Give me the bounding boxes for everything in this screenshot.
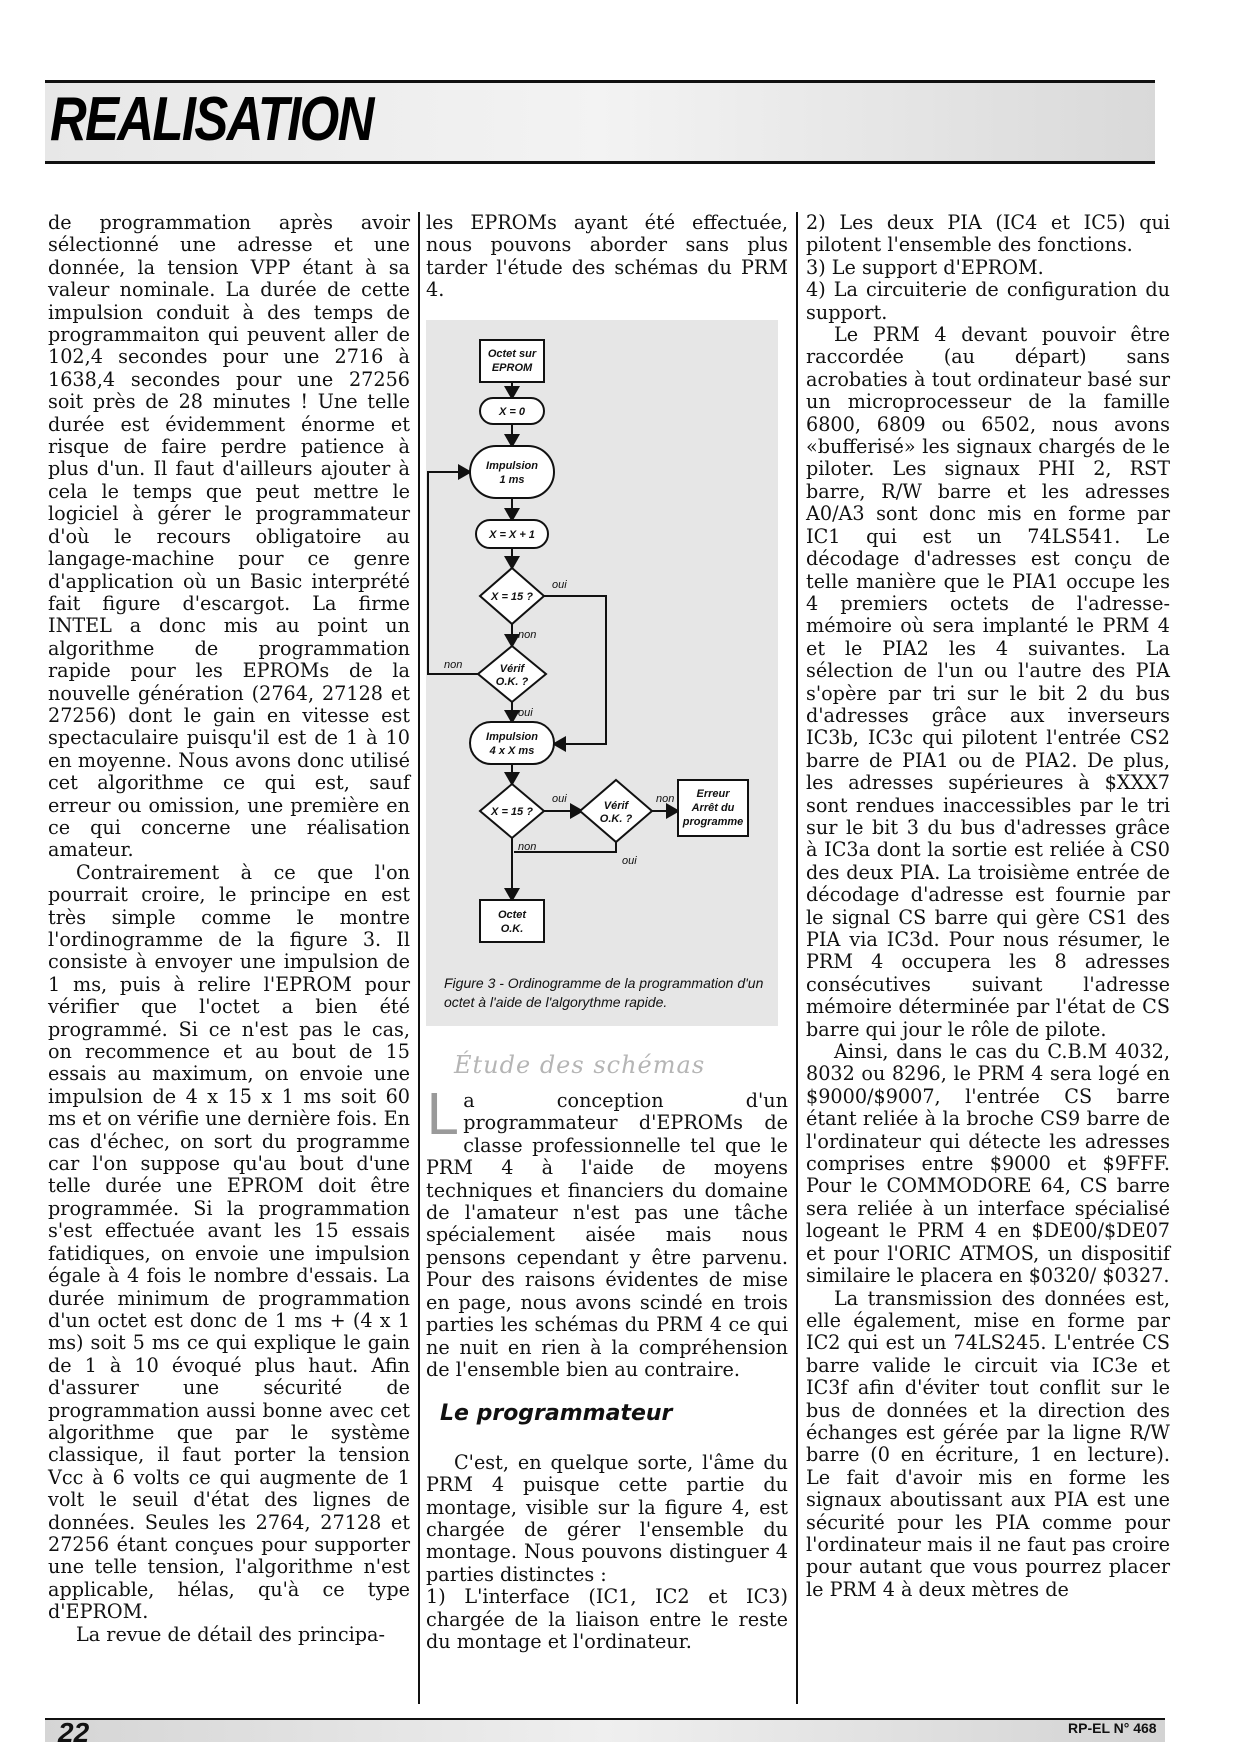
journal-issue: RP-EL N° 468: [1068, 1720, 1157, 1736]
section-title: Étude des schémas: [454, 1050, 706, 1079]
page-number: 22: [58, 1717, 90, 1748]
flow-end-line2: O.K.: [500, 922, 524, 935]
column-rule-1: [418, 212, 420, 1704]
list-item: 1) L'interface (IC1, IC2 et IC3) chargée de la liaison entre le reste du montage et l'ordinateur.: [426, 1585, 788, 1653]
section-header-title: REALISATION: [50, 85, 373, 154]
column-1: [48, 212, 410, 1712]
paragraph: Le PRM 4 devant pouvoir être raccordée (au départ) sans acrobaties à tout ordinateur basé sur un microprocesseur de la famille 6800, 6809 ou 6502, nous avons «bufferisé» les signaux chargés de le piloter. Les signaux PHI 2, RST barre, R/W barre et les adresses A0/A3 sont donc mis en forme par IC1 qui est un 74LS541. Le décodage d'adresses est conçu de telle manière que le PIA1 occupe les 4 premiers octets de l'adresse-mémoire où sera implanté le PRM 4 et le PIA2 les 4 suivantes. La sélection de l'un ou l'autre des PIA s'opère par tri sur le bit 2 du bus d'adresses grâce aux inverseurs IC3b, IC3c qui pilotent l'entrée CS2 barre de PIA1 ou de PIA2. De plus, les adresses supérieures à $XXX7 sont rendues inaccessibles par le tri sur le bit 3 du bus d'adresses grâce à IC3a dont la sortie est reliée à CS0 des deux PIA. La troisième entrée de décodage d'adresse est fournie par le signal CS barre qui gère CS1 des PIA via IC3d. Pour nous résumer, le PRM 4 occupera les 8 adresses consécutives suivant l'adresse mémoire déterminée par l'état de CS barre qui jour le rôle de pilote.: [806, 323, 1170, 1041]
flow-pulse1-line2: 1 ms: [499, 473, 525, 486]
flow-test15a: X = 15 ?: [491, 590, 533, 603]
column-2: [426, 212, 788, 1712]
figure-3-flowchart: [426, 320, 778, 1026]
paragraph: La transmission des données est, elle également, mise en forme par IC2 qui est un 74LS245. L'entrée CS barre valide le circuit via IC3e et IC3f afin d'éviter tout conflit sur le bus de données et la direction des échanges est gérée par la ligne R/W barre (0 en écriture, 1 en lecture). Le fait d'avoir mis en forme les signaux aboutissant aux PIA est une sécurité pour les PIA comme pour l'ordinateur mais il ne faut pas croire pour autant que vous pourrez placer le PRM 4 à deux mètres de: [806, 1286, 1170, 1601]
flowchart-svg: [426, 320, 778, 970]
flow-error-line3: programme: [682, 815, 744, 828]
footer-band: [45, 1718, 1165, 1742]
paragraph: La revue de détail des principa-: [76, 1622, 385, 1646]
flow-error-line1: Erreur: [696, 787, 730, 800]
flow-test15b: X = 15 ?: [491, 805, 533, 818]
list-item: 4) La circuiterie de configuration du support.: [806, 278, 1170, 324]
flow-pulse2-line2: 4 x X ms: [489, 744, 535, 757]
flow-label-oui: oui: [622, 854, 637, 867]
paragraph: La conception d'un programmateur d'EPROMs de classe professionnelle tel que le PRM 4 à l'aide de moyens techniques et financiers du domaine de l'amateur n'est pas une tâche spécialement aisée mais nous pensons cependant y être parvenu. Pour des raisons évidentes de mise en page, nous avons scindé en trois parties les schémas du PRM 4 ce qui ne nuit en rien à la compréhension de l'ensemble bien au contraire.: [426, 1083, 788, 1381]
paragraph: de programmation après avoir sélectionné une adresse et une donnée, la tension VPP étant à sa valeur nominale. La durée de cette impulsion conduit à des temps de programmaiton qui peuvent aller de 102,4 secondes pour une 2716 à 1638,4 secondes pour une 27256 soit près de 28 minutes ! Une telle durée est évidemment énorme et risque de faire perdre patience à plus d'un. Il faut d'ailleurs ajouter à cela le temps que peut mettre le logiciel à gérer le programmateur d'où le recours obligatoire au langage-machine pour ce genre d'application où un Basic interprété fait figure d'escargot. La firme INTEL a donc mis au point un algorithme de programmation rapide pour les EPROMs de la nouvelle génération (2764, 27128 et 27256) dont le gain en vitesse est spectaculaire puisqu'il est de 1 à 10 en moyenne. Nous avons donc utilisé cet algorithme ce qui est, sauf erreur ou omission, une première en ce qui concerne une réalisation amateur.: [48, 211, 410, 862]
flow-verif1-line2: O.K. ?: [495, 675, 529, 688]
flow-label-non: non: [518, 628, 537, 641]
flow-label-oui: oui: [552, 578, 567, 591]
flow-init: X = 0: [499, 405, 525, 418]
flow-verif1-line1: Vérif: [499, 662, 525, 675]
list-item: 3) Le support d'EPROM.: [806, 255, 1044, 279]
column-rule-2: [796, 212, 798, 1704]
flow-end-line1: Octet: [497, 908, 527, 921]
paragraph: Contrairement à ce que l'on pourrait croire, le principe en est très simple comme le montre l'ordinogramme de la figure 3. Il consiste à envoyer une impulsion de 1 ms, puis à relire l'EPROM pour vérifier que l'octet a bien été programmé. Si ce n'est pas le cas, on recommence et au bout de 15 essais au maximum, on envoie une impulsion de 4 x 15 x 1 ms soit 60 ms et on vérifie une dernière fois. En cas d'échec, on sort du programme car l'on suppose qu'au bout d'une telle durée une EPROM doit être programmée. Si la programmation s'est effectuée avant les 15 essais fatidiques, on envoie une impulsion égale à 4 fois le nombre d'essais. La durée minimum de programmation d'un octet est donc de 1 ms + (4 x 1 ms) soit 5 ms ce qui explique le gain de 1 à 10 évoqué plus haut. Afin d'assurer une sécurité de programmation aussi bonne avec cet algorithme que par le système classique, il faut porter la tension Vcc à 6 volts ce qui augmente de 1 volt le seuil d'état des lignes de données. Seules les 2764, 27128 et 27256 étant conçues pour supporter une telle tension, l'algorithme n'est applicable, hélas, qu'à ce type d'EPROM.: [48, 860, 410, 1624]
flow-pulse2-line1: Impulsion: [486, 730, 538, 743]
paragraph: les EPROMs ayant été effectuée, nous pouvons aborder sans plus tarder l'étude des schémas du PRM 4.: [426, 211, 788, 302]
column-3: [806, 212, 1170, 1712]
flow-pulse1-line1: Impulsion: [486, 459, 538, 472]
paragraph: C'est, en quelque sorte, l'âme du PRM 4 puisque cette partie du montage, visible sur la figure 4, est chargée de gérer l'ensemble du montage. Nous pouvons distinguer 4 parties distinctes :: [426, 1450, 788, 1586]
flow-label-non: non: [444, 658, 463, 671]
flow-start-line2: EPROM: [491, 361, 533, 374]
list-item: 2) Les deux PIA (IC4 et IC5) qui pilotent l'ensemble des fonctions.: [806, 211, 1170, 257]
flow-label-oui: oui: [518, 706, 533, 719]
paragraph: Ainsi, dans le cas du C.B.M 4032, 8032 ou 8296, le PRM 4 sera logé en $9000/$9007, l'entrée CS barre étant reliée à la broche CS9 barre de l'ordinateur qui détecte les adresses comprises entre $9000 et $9FFF. Pour le COMMODORE 64, CS barre sera reliée à un interface spécialisé logeant le PRM 4 en $DE00/$DE07 et pour l'ORIC ATMOS, un dispositif similaire le placera en $0320/ $0327.: [806, 1040, 1170, 1288]
figure-caption: Figure 3 - Ordinogramme de la programmation d'un octet à l'aide de l'algorythme rapide.: [444, 974, 764, 1010]
flow-node-start: [480, 340, 544, 382]
flow-verif2-line2: O.K. ?: [599, 812, 633, 825]
flow-label-oui: oui: [552, 792, 567, 805]
flow-label-non: non: [518, 840, 537, 853]
flow-incr: X = X + 1: [489, 528, 535, 541]
flow-label-non: non: [656, 792, 675, 805]
flow-error-line2: Arrêt du: [691, 801, 735, 814]
flow-start-line1: Octet sur: [487, 347, 537, 360]
flow-verif2-line1: Vérif: [603, 799, 629, 812]
subheading: Le programmateur: [440, 1401, 673, 1427]
